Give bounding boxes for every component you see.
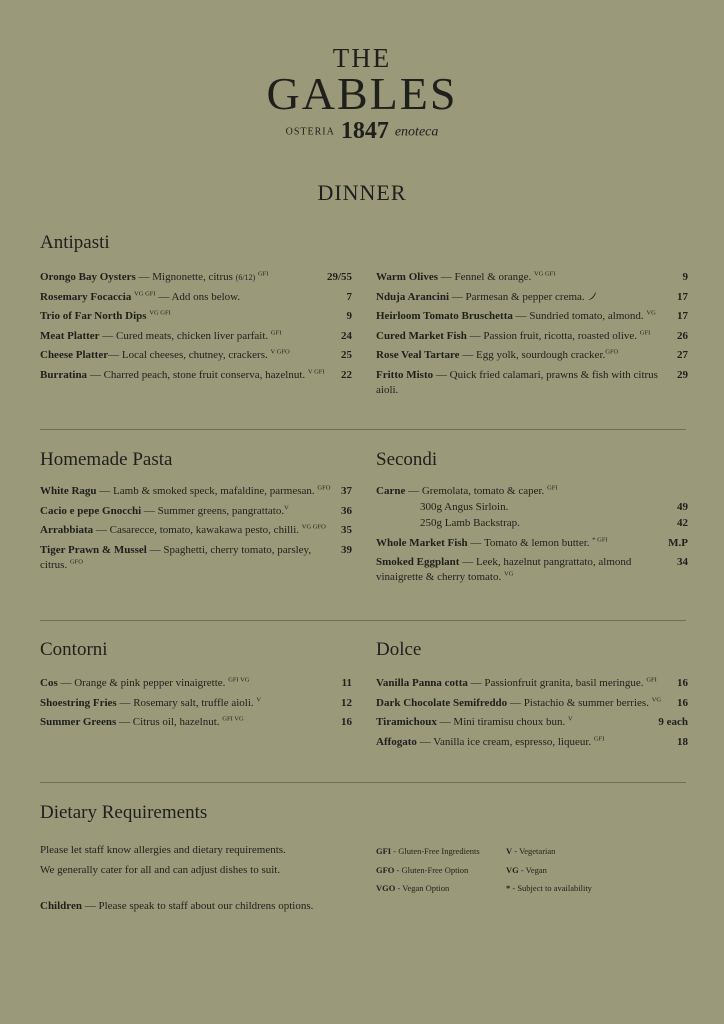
item-name: Fritto Misto xyxy=(376,368,434,381)
item-tags: GFI xyxy=(593,734,605,742)
item-name: Tiramichoux xyxy=(376,716,437,728)
item-tags: * GFI xyxy=(592,535,608,543)
item-tags: VG xyxy=(503,570,514,578)
item-name: Rosemary Focaccia xyxy=(40,290,132,303)
item-name: Arrabbiata xyxy=(40,524,94,536)
item-price: 35 xyxy=(341,524,352,536)
item-name: Whole Market Fish xyxy=(376,536,468,549)
item-tags: GFI xyxy=(547,484,558,492)
section-title-pasta: Homemade Pasta xyxy=(40,449,173,470)
secondi-column xyxy=(376,484,688,590)
menu-item xyxy=(40,348,352,363)
item-price: 24 xyxy=(341,329,352,342)
item-name: Shoestring Fries xyxy=(40,696,117,709)
section-title-secondi: Secondi xyxy=(376,449,438,470)
section-title-antipasti: Antipasti xyxy=(40,232,110,253)
item-desc: — Charred peach, stone fruit conserva, hazelnut. xyxy=(87,368,306,381)
item-desc: — Lamb & smoked speck, mafaldine, parmesan. xyxy=(96,485,315,497)
dietary-line-1: Please let staff know allergies and dietary requirements. xyxy=(40,844,286,856)
legend-desc: - Gluten-Free Option xyxy=(394,864,469,875)
item-price: 26 xyxy=(677,329,688,342)
item-name: Cheese Platter xyxy=(40,349,109,361)
children-text: — Please speak to staff about our childrens options. xyxy=(81,900,314,912)
item-tags: V xyxy=(568,715,573,723)
menu-item xyxy=(376,329,688,344)
menu-item xyxy=(40,715,352,730)
item-name: Nduja Arancini xyxy=(376,290,450,303)
item-tags: GFI xyxy=(270,328,282,336)
item-tags: GFI VG xyxy=(228,676,250,684)
item-price: 36 xyxy=(341,504,352,517)
logo-line-gables: GABLES xyxy=(266,68,458,119)
menu-item xyxy=(40,523,352,538)
legend-desc: - Gluten-Free Ingredients xyxy=(391,846,480,856)
item-name: Cured Market Fish xyxy=(376,329,467,342)
menu-item xyxy=(376,348,688,363)
dolce-column xyxy=(376,676,688,754)
item-price: 16 xyxy=(341,716,352,728)
item-desc: — Citrus oil, hazelnut. xyxy=(116,716,220,728)
item-name: Vanilla Panna cotta xyxy=(376,677,468,689)
item-price: 9 each xyxy=(658,716,688,728)
item-tags: VG GFO xyxy=(301,523,326,531)
item-tags: GFO xyxy=(317,484,331,492)
item-price: 17 xyxy=(677,290,688,303)
item-price: 17 xyxy=(677,310,688,322)
menu-item xyxy=(40,504,352,519)
item-name: Orongo Bay Oysters xyxy=(40,271,136,283)
item-name: Smoked Eggplant xyxy=(376,556,460,568)
item-tags: VG GFI xyxy=(149,309,171,317)
menu-item xyxy=(40,368,352,383)
option-price: 42 xyxy=(677,517,688,529)
item-price: 18 xyxy=(677,735,688,748)
menu-item xyxy=(376,676,688,691)
item-price: 29/55 xyxy=(326,271,352,283)
item-tags: VG GFI xyxy=(533,270,556,278)
item-desc: — Local cheeses, chutney, crackers. xyxy=(108,349,268,361)
item-price: 16 xyxy=(677,696,688,709)
menu-item xyxy=(40,329,352,344)
item-name: Trio of Far North Dips xyxy=(40,310,147,322)
children-label: Children xyxy=(40,900,82,912)
legend-code: GFI xyxy=(376,846,392,856)
item-name: Tiger Prawn & Mussel xyxy=(40,543,147,556)
item-desc: — Mignonette, citrus xyxy=(135,271,236,283)
item-price: 9 xyxy=(682,271,688,283)
legend-entry xyxy=(506,879,592,898)
legend-desc: - Subject to availability xyxy=(510,883,592,893)
item-price: 7 xyxy=(346,290,352,303)
item-price: 11 xyxy=(341,677,352,689)
item-desc: — Passion fruit, ricotta, roasted olive. xyxy=(466,329,638,342)
item-desc: — Summer greens, pangrattato. xyxy=(141,504,285,517)
item-price: 25 xyxy=(341,349,352,361)
carne-option xyxy=(376,516,688,531)
legend-entry xyxy=(376,879,480,898)
legend-entry xyxy=(506,842,592,861)
legend-desc: - Vegetarian xyxy=(512,846,556,856)
menu-item xyxy=(40,484,352,499)
item-tags: VG xyxy=(646,309,656,317)
section-title-dietary: Dietary Requirements xyxy=(40,802,208,823)
antipasti-left-column xyxy=(40,270,352,387)
logo-osteria: OSTERIA xyxy=(285,126,335,138)
menu-item xyxy=(376,290,688,305)
item-name: Summer Greens xyxy=(40,716,117,728)
section-title-dolce: Dolce xyxy=(376,639,422,660)
menu-item xyxy=(40,309,352,324)
children-note xyxy=(40,900,313,912)
item-price: 9 xyxy=(346,310,352,322)
item-desc: — Add ons below. xyxy=(155,290,241,303)
item-desc: — Leek, hazelnut pangrattato, almond vinaigrette & cherry tomato. xyxy=(376,556,632,583)
item-desc: — Cured meats, chicken liver parfait. xyxy=(99,329,269,342)
section-title-contorni: Contorni xyxy=(40,639,108,660)
legend-code: V xyxy=(506,846,513,856)
item-price: M.P xyxy=(668,536,688,549)
menu-item xyxy=(376,696,688,711)
item-tags: GFI xyxy=(639,328,651,336)
item-tags: GFI xyxy=(257,270,269,278)
item-tags: V GFO xyxy=(270,348,290,356)
item-desc: — Egg yolk, sourdough cracker. xyxy=(459,349,606,361)
item-tags: V xyxy=(284,503,289,511)
menu-item xyxy=(376,484,688,499)
item-tags: VG xyxy=(651,695,662,703)
item-price: 34 xyxy=(677,556,688,568)
menu-item xyxy=(376,735,688,750)
option-label: 300g Angus Sirloin. xyxy=(420,501,509,513)
item-desc: — Fennel & orange. xyxy=(438,271,532,283)
legend-code: VG xyxy=(506,864,519,875)
legend-desc: - Vegan Option xyxy=(395,883,450,893)
menu-item xyxy=(376,536,688,551)
legend-entry xyxy=(376,842,480,861)
item-name: Meat Platter xyxy=(40,329,100,342)
item-price: 29 xyxy=(677,368,688,381)
item-desc: — Mini tiramisu choux bun. xyxy=(436,716,566,728)
menu-item xyxy=(376,270,688,285)
item-name: Affogato xyxy=(376,735,417,748)
item-price: 22 xyxy=(341,368,352,381)
menu-item xyxy=(376,555,688,585)
item-name: Warm Olives xyxy=(376,271,439,283)
item-name: White Ragu xyxy=(40,485,97,497)
item-tags: GFI xyxy=(646,676,657,684)
item-desc: — Tomato & lemon butter. xyxy=(467,536,590,549)
item-name: Heirloom Tomato Bruschetta xyxy=(376,310,513,322)
menu-item xyxy=(376,715,688,730)
item-desc: — Pistachio & summer berries. xyxy=(507,696,649,709)
item-desc: — Rosemary salt, truffle aioli. xyxy=(116,696,254,709)
item-note: (6/12) xyxy=(235,273,256,282)
logo-line-the: THE xyxy=(332,43,392,73)
section-divider xyxy=(40,429,686,430)
item-tags: GFI VG xyxy=(222,715,244,723)
pasta-column xyxy=(40,484,352,577)
menu-item xyxy=(40,543,352,573)
item-name: Cacio e pepe Gnocchi xyxy=(40,504,142,517)
legend-code: GFO xyxy=(376,864,395,875)
item-tags: GFO xyxy=(605,348,619,356)
menu-item xyxy=(376,368,688,398)
item-name: Carne xyxy=(376,485,406,497)
item-price: 12 xyxy=(341,696,352,709)
item-price: 27 xyxy=(677,349,688,361)
option-price: 49 xyxy=(677,501,688,513)
item-tags: V GFI xyxy=(307,367,325,375)
item-desc: — Casarecce, tomato, kawakawa pesto, chilli. xyxy=(93,524,300,536)
item-desc: — Passionfruit granita, basil meringue. xyxy=(467,677,644,689)
dietary-legend-right xyxy=(506,842,592,898)
dietary-line-2: We generally cater for all and can adjust dishes to suit. xyxy=(40,864,281,876)
carne-option xyxy=(376,500,688,515)
dietary-legend-left xyxy=(376,842,480,898)
item-tags: VG GFI xyxy=(134,289,156,297)
item-price: 37 xyxy=(341,485,352,497)
menu-item xyxy=(40,270,352,285)
menu-title: DINNER xyxy=(317,180,407,205)
item-desc: — Spaghetti, cherry tomato, parsley, citrus. xyxy=(40,543,312,571)
legend-entry xyxy=(376,861,480,880)
legend-desc: - Vegan xyxy=(518,864,547,875)
logo-year: 1847 xyxy=(340,118,389,144)
item-price: 16 xyxy=(677,677,688,689)
menu-item xyxy=(376,309,688,324)
menu-item xyxy=(40,290,352,305)
item-desc: — Parmesan & pepper crema. xyxy=(449,290,588,303)
dietary-info xyxy=(40,840,286,880)
menu-item xyxy=(40,676,352,691)
item-desc: — Orange & pink pepper vinaigrette. xyxy=(57,677,226,689)
legend-code: * xyxy=(506,883,511,893)
chilli-icon xyxy=(587,291,597,301)
item-desc: — Quick fried calamari, prawns & fish with citrus aioli. xyxy=(376,368,658,396)
legend-code: VGO xyxy=(376,883,396,893)
item-name: Rose Veal Tartare xyxy=(376,349,460,361)
item-name: Dark Chocolate Semifreddo xyxy=(376,696,508,709)
section-divider xyxy=(40,620,686,621)
item-tags: GFO xyxy=(69,557,83,565)
legend-entry xyxy=(506,861,592,880)
section-divider xyxy=(40,782,686,783)
item-desc: — Gremolata, tomato & caper. xyxy=(405,485,545,497)
item-name: Cos xyxy=(40,677,58,689)
logo-enoteca: enoteca xyxy=(394,124,439,140)
item-name: Burratina xyxy=(40,368,88,381)
logo-subline xyxy=(0,118,724,145)
item-desc: — Sundried tomato, almond. xyxy=(512,310,644,322)
item-desc: — Vanilla ice cream, espresso, liqueur. xyxy=(416,735,592,748)
menu-item xyxy=(40,696,352,711)
antipasti-right-column xyxy=(376,270,688,402)
option-label: 250g Lamb Backstrap. xyxy=(420,517,520,529)
contorni-column xyxy=(40,676,352,735)
item-tags: V xyxy=(256,695,262,703)
item-price: 39 xyxy=(341,543,352,556)
restaurant-logo xyxy=(0,44,724,145)
